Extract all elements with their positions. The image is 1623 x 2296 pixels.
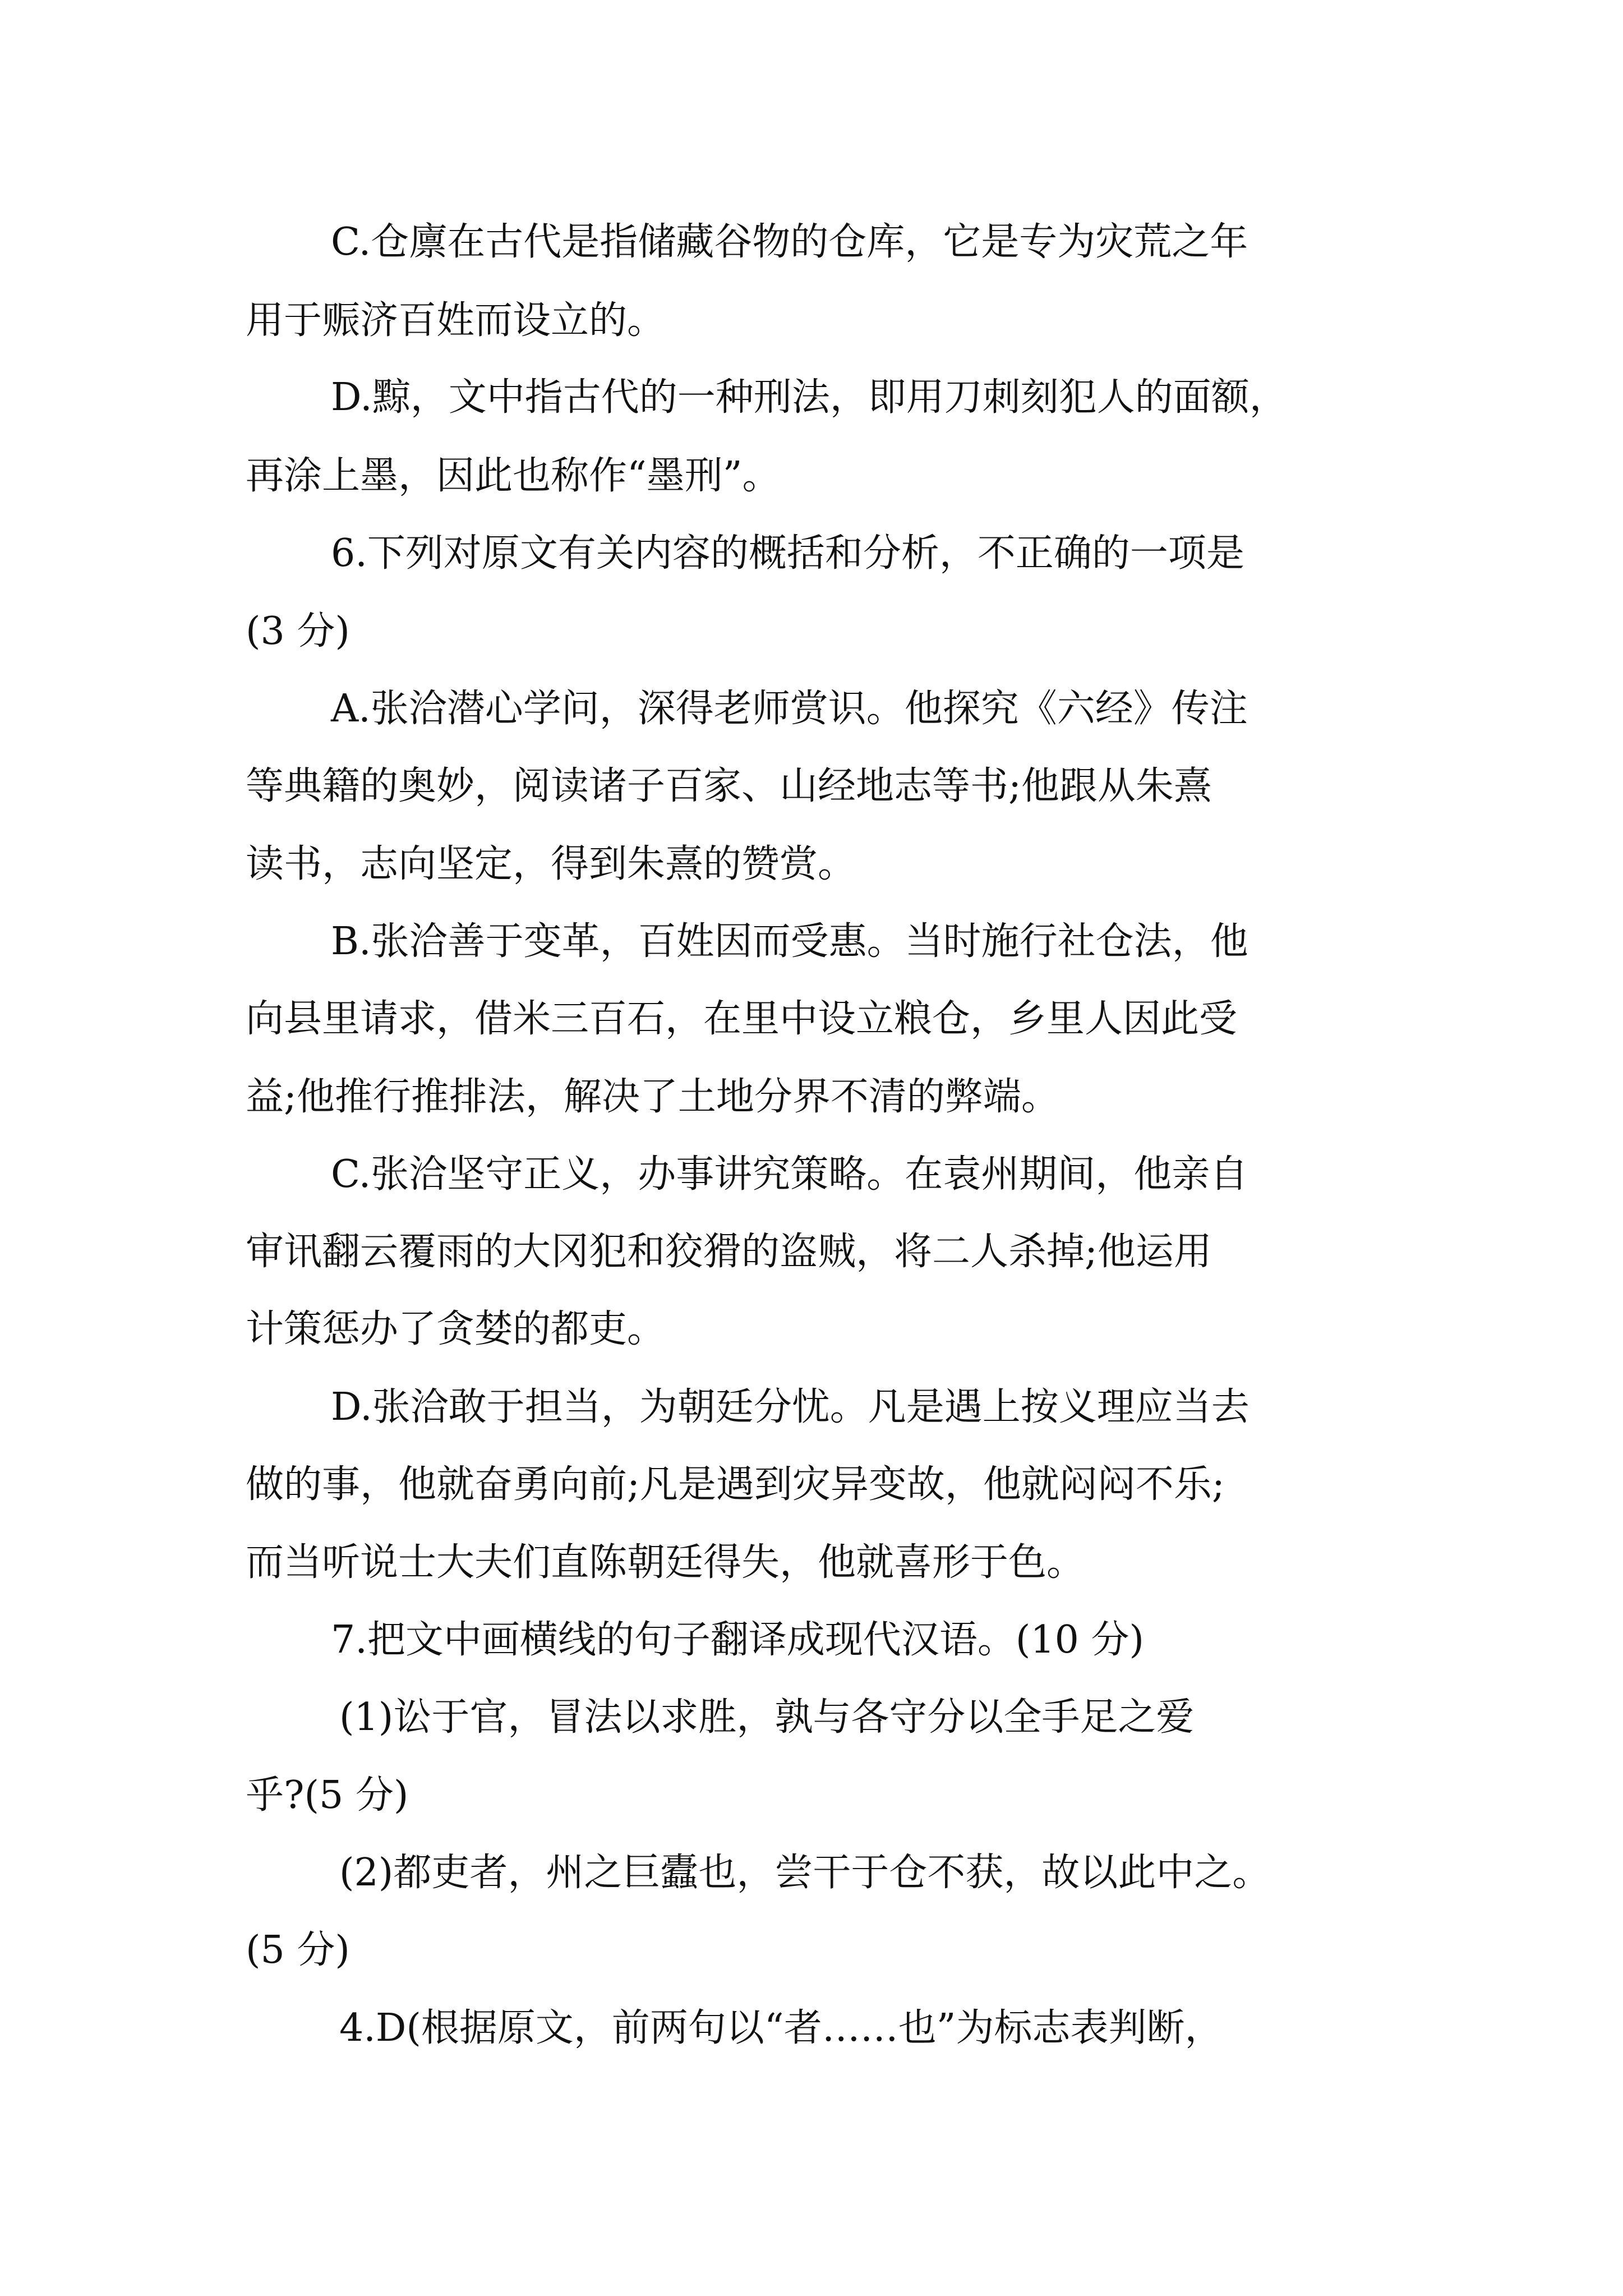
text-line: 审讯翻云覆雨的大冈犯和狡猾的盗贼，将二人杀掉;他运用 — [246, 1230, 1212, 1274]
text-line: 再涂上墨，因此也称作“墨刑”。 — [246, 454, 781, 498]
text-line: A.张洽潜心学问，深得老师赏识。他探究《六经》传注 — [331, 687, 1248, 731]
text-line: 6.下列对原文有关内容的概括和分析，不正确的一项是 — [331, 531, 1244, 576]
text-line: 用于赈济百姓而设立的。 — [246, 298, 666, 343]
text-line: C.张洽坚守正义，办事讲究策略。在袁州期间，他亲自 — [331, 1152, 1248, 1197]
text-line: 等典籍的奥妙，阅读诸子百家、山经地志等书;他跟从朱熹 — [246, 764, 1212, 808]
text-line: D.黥，文中指古代的一种刑法，即用刀刺刻犯人的面额， — [331, 375, 1288, 420]
text-line: (1)讼于官，冒法以求胜，孰与各守分以全手足之爱 — [339, 1695, 1195, 1740]
text-line: C.仓廪在古代是指储藏谷物的仓库，它是专为灾荒之年 — [331, 220, 1248, 264]
text-line: 计策惩办了贪婪的都吏。 — [246, 1307, 666, 1351]
text-line: 7.把文中画横线的句子翻译成现代汉语。(10 分) — [331, 1618, 1145, 1662]
text-line: B.张洽善于变革，百姓因而受惠。当时施行社仓法，他 — [331, 919, 1248, 964]
text-line: 而当听说士大夫们直陈朝廷得失，他就喜形于色。 — [246, 1540, 1085, 1585]
text-line: (5 分) — [246, 1928, 350, 1972]
text-line: 益;他推行推排法，解决了土地分界不清的弊端。 — [246, 1075, 1059, 1119]
text-line: 向县里请求，借米三百石，在里中设立粮仓，乡里人因此受 — [246, 997, 1238, 1041]
text-line: 乎?(5 分) — [246, 1773, 409, 1818]
text-line: 4.D(根据原文，前两句以“者……也”为标志表判断， — [339, 2006, 1223, 2050]
text-line: 读书，志向坚定，得到朱熹的赞赏。 — [246, 842, 856, 886]
text-line: D.张洽敢于担当，为朝廷分忧。凡是遇上按义理应当去 — [331, 1385, 1249, 1429]
text-line: (3 分) — [246, 609, 350, 654]
text-line: (2)都吏者，州之巨蠹也，尝干于仓不获，故以此中之。 — [339, 1851, 1271, 1895]
text-line: 做的事，他就奋勇向前;凡是遇到灾异变故，他就闷闷不乐; — [246, 1462, 1225, 1507]
